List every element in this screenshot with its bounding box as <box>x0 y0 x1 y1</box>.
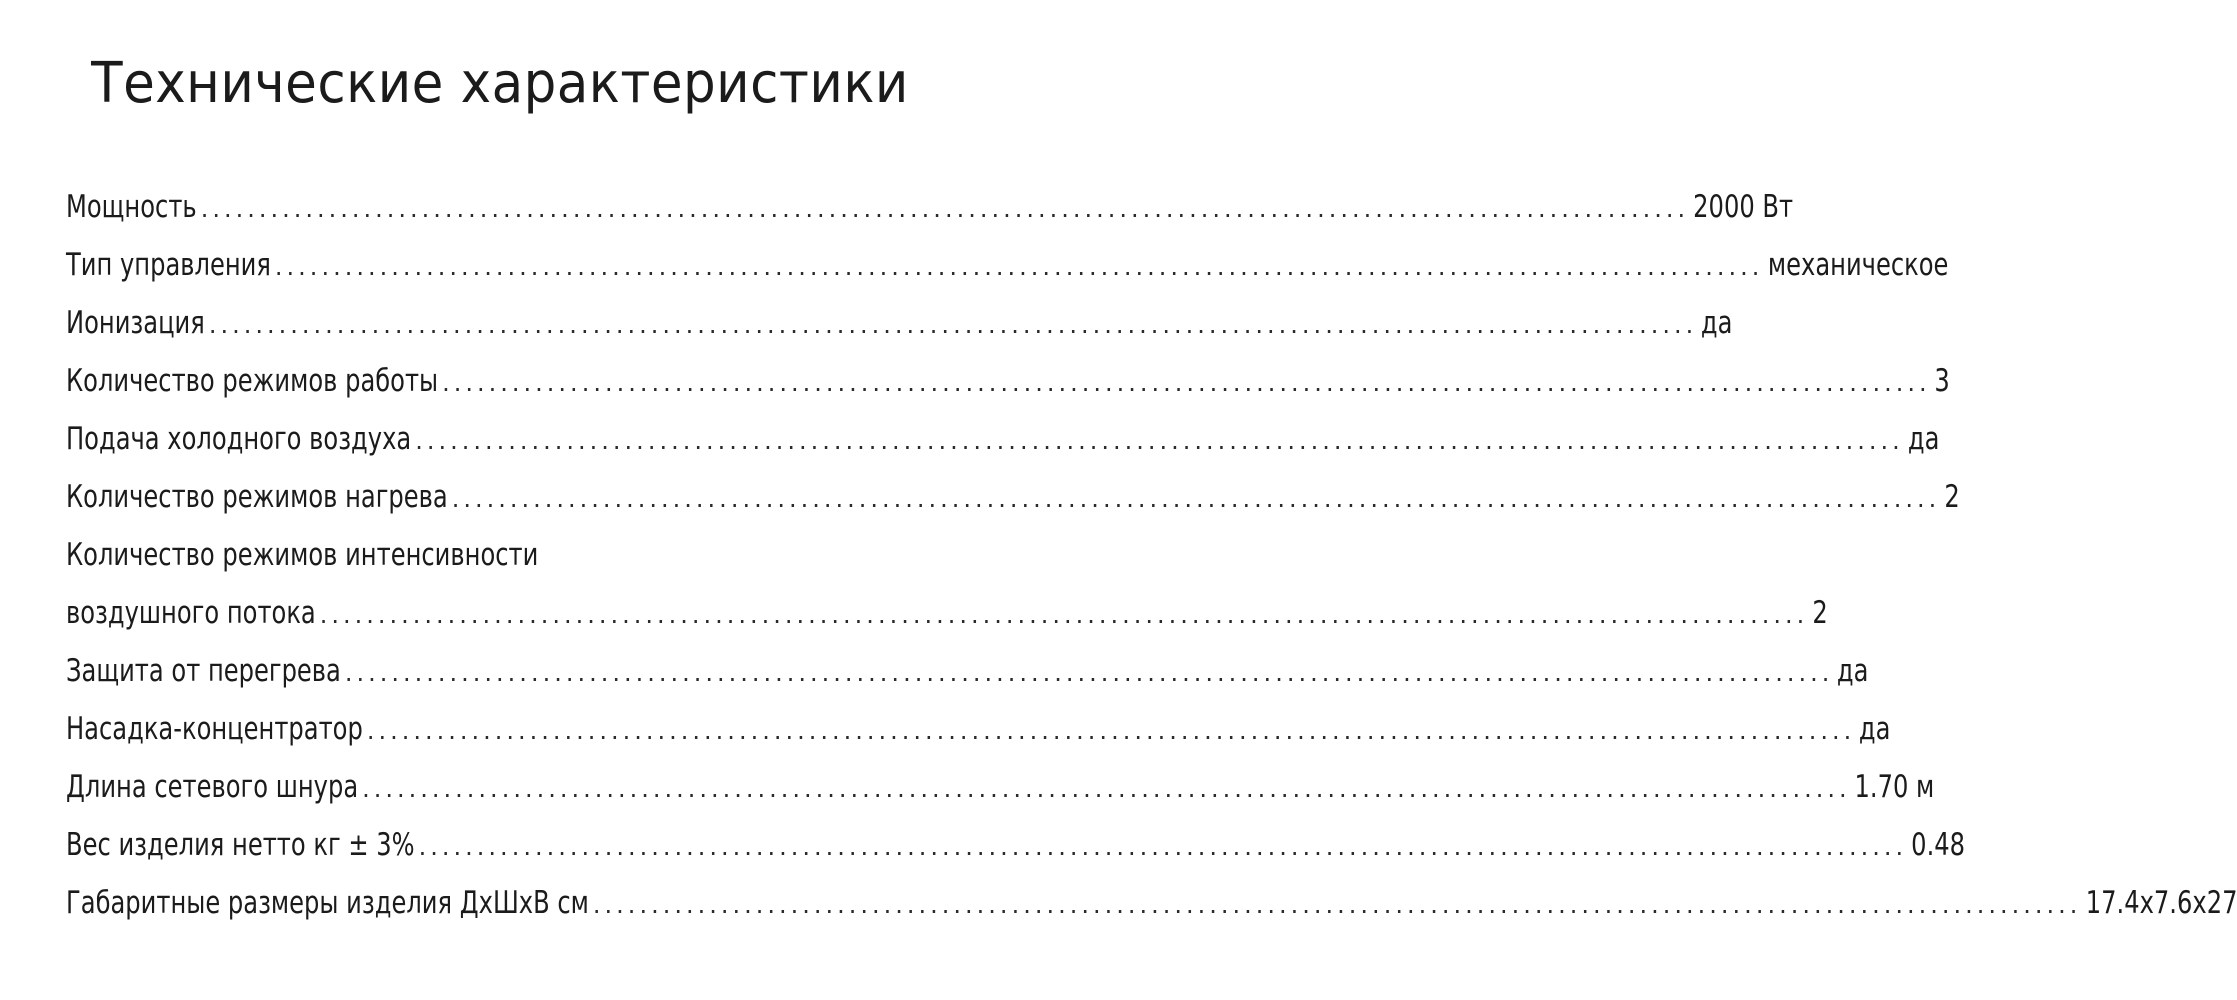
spec-row-airflow-intensity-line1 <box>66 526 934 584</box>
spec-value: да <box>1701 305 1733 341</box>
leader-dots: ................................................................................................................................ <box>366 717 1856 745</box>
spec-row-cord-length <box>66 758 1935 816</box>
spec-row-power <box>66 178 1794 236</box>
spec-row-overheat-protection <box>66 642 1869 700</box>
leader-dots: ................................................................................................................................ <box>418 833 1908 861</box>
spec-row-control-type <box>66 236 1948 294</box>
spec-value: да <box>1907 421 1940 457</box>
spec-row-heat-modes <box>66 468 1960 526</box>
spec-value: механическое <box>1767 247 1948 283</box>
spec-value: 0.48 <box>1911 827 1966 863</box>
spec-list <box>66 178 2237 932</box>
spec-row-concentrator <box>66 700 1891 758</box>
spec-row-operating-modes <box>66 352 1951 410</box>
leader-dots: ................................................................................................................................ <box>451 485 1941 513</box>
spec-label: Вес изделия нетто кг ± 3% <box>66 827 415 863</box>
leader-dots: ................................................................................................................................ <box>208 311 1698 339</box>
spec-row-ionization <box>66 294 1733 352</box>
spec-label: Габаритные размеры изделия ДхШхВ см <box>66 885 589 921</box>
spec-label: Насадка-концентратор <box>66 711 363 747</box>
spec-value: 17.4x7.6x27 <box>2085 885 2237 921</box>
leader-dots: ................................................................................................................................ <box>442 369 1931 397</box>
leader-dots: ................................................................................................................................ <box>362 775 1851 803</box>
leader-dots: ................................................................................................................................ <box>200 195 1690 223</box>
spec-value: 2 <box>1944 479 1960 515</box>
spec-label: Мощность <box>66 189 197 225</box>
spec-label: Ионизация <box>66 305 205 341</box>
spec-value: 3 <box>1934 363 1951 399</box>
spec-value: да <box>1837 653 1869 689</box>
leader-dots: ................................................................................................................................ <box>415 427 1904 455</box>
spec-row-net-weight <box>66 816 1966 874</box>
leader-dots: ................................................................................................................................ <box>592 891 2082 919</box>
leader-dots: ................................................................................................................................ <box>274 253 1764 281</box>
spec-label: Подача холодного воздуха <box>66 421 412 457</box>
spec-label: Длина сетевого шнура <box>66 769 359 805</box>
spec-label: воздушного потока <box>66 595 316 631</box>
page-title: Технические характеристики <box>91 51 909 116</box>
spec-value: 2000 Вт <box>1693 189 1794 225</box>
spec-label: Защита от перегрева <box>66 653 341 689</box>
spec-row-cold-air <box>66 410 1940 468</box>
spec-row-dimensions <box>66 874 2237 932</box>
spec-label: Количество режимов нагрева <box>66 479 448 515</box>
spec-row-airflow-intensity-line2 <box>66 584 1828 642</box>
spec-value: да <box>1859 711 1891 747</box>
spec-value: 1.70 м <box>1854 769 1935 805</box>
spec-label: Количество режимов работы <box>66 363 439 399</box>
leader-dots: ................................................................................................................................ <box>319 601 1809 629</box>
spec-label: Количество режимов интенсивности <box>66 537 539 573</box>
spec-label: Тип управления <box>66 247 271 283</box>
spec-value: 2 <box>1812 595 1828 631</box>
leader-dots: ................................................................................................................................ <box>344 659 1834 687</box>
